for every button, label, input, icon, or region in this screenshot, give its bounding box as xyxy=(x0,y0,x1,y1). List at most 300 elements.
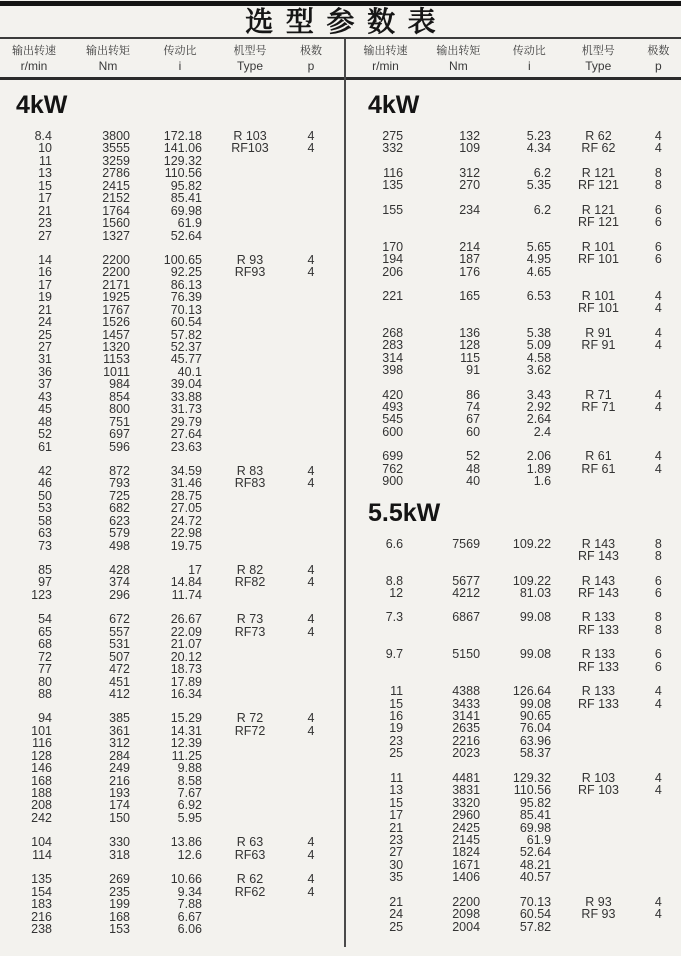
cell-ratio: 99.08 xyxy=(519,696,552,711)
cell-poles xyxy=(288,304,334,316)
cell-ratio: 5.35 xyxy=(526,178,552,193)
cell-torque: 150 xyxy=(109,810,130,825)
cell-ratio xyxy=(498,302,561,314)
cell-ratio: 14.31 xyxy=(170,723,202,738)
table-row xyxy=(352,179,681,191)
cell-torque: 5677 xyxy=(452,573,481,588)
cell-speed xyxy=(352,550,419,562)
table-row xyxy=(0,762,344,774)
cell-speed: 23 xyxy=(38,216,52,231)
cell-speed: 24 xyxy=(38,315,52,330)
cell-poles xyxy=(636,475,681,487)
cell-type xyxy=(212,787,288,799)
cell-type xyxy=(212,205,288,217)
cell-poles: 4 xyxy=(307,252,315,267)
table-row xyxy=(0,266,344,278)
cell-ratio: 9.34 xyxy=(177,884,202,899)
cell-poles: 4 xyxy=(654,387,662,402)
cell-ratio: 85.41 xyxy=(170,191,202,206)
cell-type xyxy=(212,527,288,539)
cell-ratio: 81.03 xyxy=(519,585,552,600)
cell-poles xyxy=(288,366,334,378)
cell-ratio: 61.9 xyxy=(177,216,202,231)
cell-speed: 27 xyxy=(38,340,52,354)
table-row xyxy=(0,576,344,588)
cell-type xyxy=(561,266,636,278)
cell-torque: 984 xyxy=(109,377,130,392)
cell-poles: 4 xyxy=(654,288,662,303)
table-row xyxy=(0,688,344,700)
cell-speed: 104 xyxy=(31,835,52,850)
data-block xyxy=(352,772,681,884)
cell-poles xyxy=(288,651,334,663)
cell-type: R 103 xyxy=(233,129,267,143)
cell-ratio: 24.72 xyxy=(170,513,202,528)
cell-speed: 30 xyxy=(389,857,404,872)
cell-poles xyxy=(636,413,681,425)
cell-ratio: 33.88 xyxy=(170,389,202,404)
column-header-type xyxy=(212,44,288,73)
data-block xyxy=(0,836,344,861)
cell-speed: 114 xyxy=(32,847,52,862)
cell-torque: 1671 xyxy=(452,857,481,872)
table-row xyxy=(0,737,344,749)
cell-ratio: 1.6 xyxy=(533,474,552,489)
cell-speed: 63 xyxy=(38,526,52,541)
cell-torque xyxy=(419,550,498,562)
cell-torque: 2786 xyxy=(102,166,130,181)
cell-ratio: 52.64 xyxy=(519,845,552,860)
cell-speed: 275 xyxy=(382,129,404,143)
cell-poles: 4 xyxy=(307,872,315,887)
cell-poles: 8 xyxy=(654,622,662,637)
table-row xyxy=(352,550,681,562)
cell-torque: 193 xyxy=(109,786,130,800)
table-row xyxy=(0,898,344,910)
cell-poles xyxy=(636,722,681,734)
cell-speed: 154 xyxy=(31,884,52,899)
cell-torque: 3141 xyxy=(452,709,481,723)
cell-poles: 4 xyxy=(307,575,315,590)
cell-torque: 531 xyxy=(109,637,130,652)
cell-type: RF 61 xyxy=(581,461,616,476)
cell-poles xyxy=(636,834,681,846)
cell-ratio: 39.04 xyxy=(170,377,202,392)
cell-speed: 17 xyxy=(38,191,52,206)
column-label-poles: 极数 xyxy=(300,45,322,57)
cell-speed: 13 xyxy=(389,783,404,798)
column-header-torque xyxy=(68,44,148,73)
cell-poles: 6 xyxy=(654,239,662,254)
cell-torque: 6867 xyxy=(452,610,481,625)
cell-speed: 77 xyxy=(38,662,52,677)
cell-type: R 71 xyxy=(585,387,612,402)
cell-type xyxy=(561,475,636,487)
cell-poles xyxy=(636,352,681,364)
cell-poles: 8 xyxy=(654,536,662,551)
cell-speed: 188 xyxy=(31,786,52,800)
cell-ratio: 63.96 xyxy=(519,733,552,748)
cell-ratio: 27.64 xyxy=(170,427,202,442)
cell-ratio: 5.09 xyxy=(526,338,552,353)
cell-speed xyxy=(352,216,419,228)
cell-poles xyxy=(288,329,334,341)
table-row xyxy=(0,403,344,415)
cell-torque: 2171 xyxy=(102,277,130,292)
column-header-row xyxy=(0,39,681,77)
cell-poles: 4 xyxy=(654,696,662,711)
cell-poles xyxy=(288,502,334,514)
cell-torque: 52 xyxy=(466,449,481,464)
cell-ratio: 23.63 xyxy=(170,439,202,454)
cell-speed: 19 xyxy=(38,290,52,305)
cell-torque: 3320 xyxy=(452,795,481,810)
cell-speed: 268 xyxy=(382,325,404,340)
cell-speed: 398 xyxy=(382,363,404,378)
cell-ratio: 31.73 xyxy=(170,402,202,417)
cell-ratio: 92.25 xyxy=(170,265,202,280)
cell-poles: 4 xyxy=(654,400,662,414)
cell-speed: 27 xyxy=(389,845,404,860)
cell-torque: 235 xyxy=(109,884,130,899)
cell-type: RF 133 xyxy=(577,622,619,637)
cell-type xyxy=(561,747,636,759)
cell-ratio: 61.9 xyxy=(526,832,552,847)
cell-torque: 67 xyxy=(466,412,481,427)
table-row xyxy=(0,291,344,303)
cell-poles xyxy=(288,812,334,824)
cell-type xyxy=(212,490,288,502)
cell-poles xyxy=(288,167,334,179)
table-row xyxy=(352,538,681,550)
cell-torque: 168 xyxy=(109,909,130,924)
cell-ratio: 16.34 xyxy=(170,686,202,701)
cell-torque: 74 xyxy=(466,400,481,414)
cell-type: R 82 xyxy=(236,563,264,577)
cell-torque xyxy=(419,302,498,314)
cell-speed: 221 xyxy=(382,288,404,303)
cell-type: R 133 xyxy=(581,647,616,662)
cell-poles: 4 xyxy=(307,563,315,577)
cell-torque: 3555 xyxy=(102,141,130,156)
cell-torque: 697 xyxy=(109,427,130,442)
table-row xyxy=(352,413,681,425)
cell-torque: 2960 xyxy=(452,808,481,823)
cell-torque: 2200 xyxy=(102,265,130,280)
cell-poles xyxy=(288,403,334,415)
table-row xyxy=(352,685,681,697)
cell-ratio: 2.64 xyxy=(526,412,552,427)
cell-type xyxy=(561,426,636,438)
cell-speed: 16 xyxy=(38,265,52,280)
cell-type: R 83 xyxy=(236,463,264,478)
cell-type: RF63 xyxy=(234,847,266,862)
cell-poles: 4 xyxy=(654,141,662,156)
cell-ratio: 86.13 xyxy=(170,277,202,292)
cell-poles: 6 xyxy=(654,215,662,230)
cell-torque: 1767 xyxy=(102,302,130,317)
cell-speed: 11 xyxy=(39,153,52,168)
column-unit-torque: Nm xyxy=(449,59,468,73)
column-label-type: 机型号 xyxy=(581,45,615,57)
cell-type xyxy=(561,352,636,364)
cell-type: RF 71 xyxy=(581,400,616,414)
column-label-torque: 输出转矩 xyxy=(86,45,130,57)
cell-poles xyxy=(636,859,681,871)
cell-torque: 234 xyxy=(459,202,481,217)
cell-poles xyxy=(636,822,681,834)
section-title-4kW: 4kW xyxy=(368,91,420,119)
cell-speed: 155 xyxy=(382,202,404,217)
cell-poles: 4 xyxy=(654,129,662,143)
left-panel-body xyxy=(0,84,344,947)
table-row xyxy=(352,266,681,278)
cell-ratio: 28.75 xyxy=(170,488,202,503)
cell-type: RF62 xyxy=(234,884,266,899)
cell-torque: 2200 xyxy=(102,252,130,267)
table-row xyxy=(0,428,344,440)
cell-poles: 8 xyxy=(654,165,662,180)
cell-poles: 8 xyxy=(654,178,662,193)
cell-ratio: 57.82 xyxy=(170,327,202,342)
table-row xyxy=(352,921,681,933)
table-row xyxy=(0,923,344,935)
cell-ratio: 13.86 xyxy=(170,835,202,850)
cell-torque: 751 xyxy=(109,414,130,429)
cell-speed: 25 xyxy=(389,746,404,761)
cell-torque: 153 xyxy=(109,921,130,936)
cell-poles: 6 xyxy=(654,573,662,588)
cell-ratio: 21.07 xyxy=(170,637,202,652)
cell-type xyxy=(561,735,636,747)
cell-poles xyxy=(288,762,334,774)
cell-type: R 133 xyxy=(581,684,616,699)
cell-poles xyxy=(288,527,334,539)
cell-speed: 53 xyxy=(38,501,52,516)
cell-poles xyxy=(288,192,334,204)
cell-torque: 4388 xyxy=(452,684,481,699)
parameter-table xyxy=(0,39,681,947)
cell-type xyxy=(212,589,288,601)
cell-torque: 682 xyxy=(109,501,130,516)
table-row xyxy=(0,663,344,675)
column-header-poles xyxy=(636,44,681,73)
cell-ratio: 52.37 xyxy=(170,340,202,354)
cell-speed: 314 xyxy=(382,350,404,365)
cell-speed: 216 xyxy=(31,909,52,924)
cell-poles xyxy=(636,266,681,278)
data-block xyxy=(0,613,344,700)
table-row xyxy=(0,192,344,204)
cell-speed: 23 xyxy=(389,832,404,847)
cell-ratio: 7.67 xyxy=(177,786,202,800)
cell-ratio xyxy=(498,624,561,636)
cell-ratio: 11.25 xyxy=(171,748,202,763)
cell-type xyxy=(212,217,288,229)
cell-type xyxy=(212,180,288,192)
cell-torque: 854 xyxy=(109,389,130,404)
cell-torque: 1764 xyxy=(102,203,130,218)
data-block xyxy=(352,450,681,487)
cell-ratio: 6.53 xyxy=(526,288,552,303)
cell-torque: 1327 xyxy=(102,228,130,243)
cell-type: RF103 xyxy=(231,141,269,156)
cell-speed: 24 xyxy=(389,907,404,922)
cell-poles: 4 xyxy=(307,723,315,738)
cell-poles: 4 xyxy=(307,265,315,280)
cell-type: R 63 xyxy=(236,835,264,850)
cell-torque: 2098 xyxy=(452,907,481,922)
cell-speed: 116 xyxy=(383,165,404,180)
cell-poles: 4 xyxy=(307,624,315,639)
cell-speed: 68 xyxy=(38,637,52,652)
cell-type: R 62 xyxy=(585,129,612,143)
cell-speed: 25 xyxy=(389,919,404,934)
cell-torque: 428 xyxy=(109,563,130,577)
cell-speed: 183 xyxy=(31,897,52,912)
cell-ratio: 5.95 xyxy=(177,810,202,825)
cell-type xyxy=(212,651,288,663)
column-unit-ratio: i xyxy=(527,59,531,73)
cell-poles: 4 xyxy=(654,770,662,785)
cell-ratio: 5.23 xyxy=(526,129,552,143)
cell-ratio: 172.18 xyxy=(163,129,202,143)
cell-poles: 4 xyxy=(307,884,315,899)
cell-ratio: 60.54 xyxy=(170,315,202,330)
cell-ratio: 17 xyxy=(188,563,202,577)
table-row xyxy=(0,167,344,179)
cell-speed: 36 xyxy=(38,364,52,379)
cell-speed: 208 xyxy=(31,798,52,813)
cell-torque: 1824 xyxy=(452,845,481,860)
cell-speed: 12 xyxy=(389,585,404,600)
cell-speed: 17 xyxy=(389,808,404,823)
cell-speed: 25 xyxy=(38,327,52,342)
cell-type xyxy=(212,923,288,935)
cell-torque: 596 xyxy=(109,439,130,454)
cell-speed: 73 xyxy=(38,538,52,553)
table-row xyxy=(0,142,344,154)
cell-speed: 46 xyxy=(38,476,52,491)
table-row xyxy=(0,477,344,489)
cell-ratio: 34.59 xyxy=(170,463,202,478)
cell-ratio: 70.13 xyxy=(170,302,202,317)
cell-type xyxy=(561,722,636,734)
cell-speed: 9.7 xyxy=(385,647,404,662)
cell-speed: 238 xyxy=(31,921,52,936)
cell-poles xyxy=(288,441,334,453)
cell-speed: 48 xyxy=(38,414,52,429)
cell-torque: 1320 xyxy=(102,340,130,354)
table-row xyxy=(352,846,681,858)
cell-speed xyxy=(352,624,419,636)
cell-speed xyxy=(352,302,419,314)
cell-type xyxy=(212,192,288,204)
cell-torque: 1011 xyxy=(103,364,130,379)
cell-type xyxy=(212,775,288,787)
cell-ratio: 129.32 xyxy=(512,770,552,785)
cell-type xyxy=(561,859,636,871)
cell-type xyxy=(212,230,288,242)
cell-poles: 4 xyxy=(307,847,315,862)
cell-poles xyxy=(288,291,334,303)
cell-poles: 4 xyxy=(654,338,662,353)
cell-ratio: 4.34 xyxy=(526,141,552,156)
cell-type xyxy=(212,441,288,453)
cell-type xyxy=(212,812,288,824)
cell-type xyxy=(561,846,636,858)
table-row xyxy=(352,364,681,376)
data-block xyxy=(352,241,681,278)
cell-torque: 187 xyxy=(459,252,481,267)
cell-poles xyxy=(288,217,334,229)
column-header-speed xyxy=(0,44,68,73)
cell-ratio: 99.08 xyxy=(519,647,552,662)
cell-speed: 31 xyxy=(38,352,52,367)
cell-type: RF83 xyxy=(234,476,266,491)
cell-type: RF 103 xyxy=(577,783,619,798)
cell-poles: 8 xyxy=(654,549,662,564)
cell-poles xyxy=(288,676,334,688)
cell-ratio: 48.21 xyxy=(519,857,552,872)
cell-speed: 21 xyxy=(389,820,404,835)
cell-type xyxy=(212,291,288,303)
cell-poles: 4 xyxy=(307,711,315,726)
cell-speed: 10 xyxy=(38,141,52,156)
data-block xyxy=(352,648,681,673)
column-header-ratio xyxy=(498,44,561,73)
table-row xyxy=(0,849,344,861)
cell-poles xyxy=(288,638,334,650)
table-row xyxy=(352,339,681,351)
cell-type xyxy=(212,416,288,428)
cell-poles xyxy=(636,710,681,722)
cell-torque: 2200 xyxy=(452,894,481,909)
cell-torque: 2004 xyxy=(452,919,481,934)
cell-torque: 800 xyxy=(109,402,130,417)
cell-speed: 35 xyxy=(389,870,404,885)
cell-torque: 1526 xyxy=(102,315,130,330)
column-label-torque: 输出转矩 xyxy=(436,45,481,57)
table-row xyxy=(352,216,681,228)
cell-type: R 143 xyxy=(581,536,616,551)
cell-poles: 4 xyxy=(307,141,315,156)
cell-speed: 80 xyxy=(38,674,52,689)
table-row xyxy=(0,873,344,885)
table-row xyxy=(352,611,681,623)
table-row xyxy=(0,217,344,229)
cell-type xyxy=(561,809,636,821)
cell-torque: 86 xyxy=(466,387,481,402)
cell-type: R 143 xyxy=(581,573,616,588)
table-row xyxy=(352,290,681,302)
data-block xyxy=(352,290,681,315)
data-block xyxy=(352,685,681,760)
cell-torque: 312 xyxy=(459,165,481,180)
table-row xyxy=(0,836,344,848)
cell-poles xyxy=(636,846,681,858)
cell-poles xyxy=(636,364,681,376)
section-title-4kW: 4kW xyxy=(16,91,68,119)
data-block xyxy=(352,389,681,439)
cell-torque: 385 xyxy=(109,711,130,726)
cell-poles xyxy=(288,428,334,440)
cell-torque: 498 xyxy=(109,538,130,553)
cell-torque: 132 xyxy=(459,129,481,143)
cell-speed: 97 xyxy=(38,575,52,590)
cell-type xyxy=(212,304,288,316)
cell-type xyxy=(212,676,288,688)
